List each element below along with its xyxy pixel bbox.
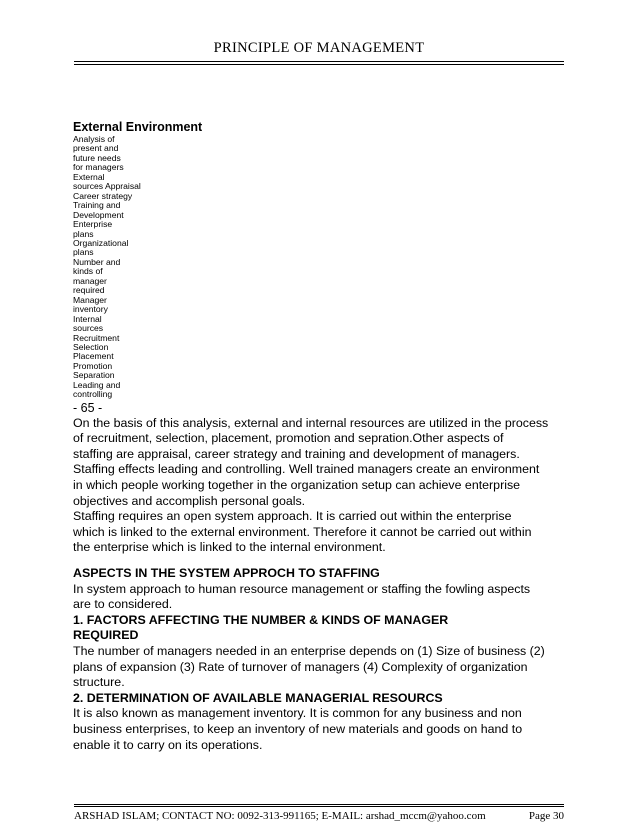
- text-line: It is also known as management inventory. It is common for any business and non: [73, 706, 522, 721]
- footer-page-number: Page 30: [528, 810, 564, 822]
- diagram-label: Recruitment: [73, 332, 120, 343]
- text-line: enable it to carry on its operations.: [73, 737, 263, 752]
- text-line: in which people working together in the organization setup can achieve enterprise: [73, 478, 521, 493]
- body-paragraph-1: [73, 416, 563, 556]
- text-line: objectives and accomplish personal goals.: [73, 493, 306, 508]
- text-line: which is linked to the external environment. Therefore it cannot be carried out within: [73, 524, 532, 539]
- header-rule: [74, 61, 564, 62]
- diagram-label: Separation: [73, 370, 115, 381]
- diagram-label: future needs: [73, 152, 121, 163]
- section-heading-aspects: ASPECTS IN THE SYSTEM APPROCH TO STAFFING: [73, 566, 380, 581]
- page-content: [73, 120, 563, 753]
- diagram-label: sources: [73, 323, 104, 334]
- text-line: In system approach to human resource management or staffing the fowling aspects: [73, 581, 531, 596]
- diagram-label: Training and: [73, 200, 121, 211]
- body-paragraph-3: [73, 644, 563, 691]
- diagram-label: Placement: [73, 351, 114, 362]
- diagram-label: Enterprise: [73, 219, 113, 230]
- diagram-label: Leading and: [73, 379, 121, 390]
- diagram-label: Manager: [73, 294, 107, 305]
- diagram-label: Number and: [73, 256, 121, 267]
- text-line: staffing are appraisal, career strategy and training and development of managers.: [73, 446, 520, 461]
- diagram-label: inventory: [73, 304, 108, 315]
- body-paragraph-2: [73, 582, 563, 613]
- text-line: the enterprise which is linked to the internal environment.: [73, 540, 386, 555]
- external-environment-title: External Environment: [73, 120, 203, 134]
- diagram-label: plans: [73, 247, 94, 258]
- text-line: Staffing effects leading and controlling. Well trained managers create an environment: [73, 462, 540, 477]
- diagram-label: Career strategy: [73, 190, 133, 201]
- external-environment-items: [73, 135, 563, 400]
- text-line: structure.: [73, 675, 125, 690]
- section-heading-factors: [73, 613, 563, 644]
- diagram-label: for managers: [73, 162, 124, 173]
- diagram-label: Analysis of: [73, 134, 115, 144]
- page-marker: - 65 -: [73, 400, 103, 415]
- diagram-label: Internal: [73, 313, 102, 324]
- section-heading-determination: 2. DETERMINATION OF AVAILABLE MANAGERIAL RESOURCS: [73, 690, 443, 705]
- text-line: are to considered.: [73, 597, 173, 612]
- text-line: The number of managers needed in an enterprise depends on (1) Size of business (2): [73, 644, 545, 658]
- diagram-label: External: [73, 171, 105, 182]
- body-paragraph-4: [73, 706, 563, 753]
- diagram-label: kinds of: [73, 266, 103, 277]
- diagram-label: sources Appraisal: [73, 181, 141, 192]
- text-line: of recruitment, selection, placement, promotion and sepration.Other aspects of: [73, 431, 504, 446]
- diagram-label: Promotion: [73, 360, 113, 371]
- diagram-label: plans: [73, 228, 94, 239]
- diagram-label: present and: [73, 143, 119, 154]
- text-line: On the basis of this analysis, external and internal resources are utilized in the process: [73, 415, 549, 430]
- diagram-label: Organizational: [73, 237, 129, 248]
- footer-rule: [74, 804, 564, 805]
- heading-line: REQUIRED: [73, 628, 139, 643]
- page-header-title: PRINCIPLE OF MANAGEMENT: [213, 40, 425, 56]
- text-line: business enterprises, to keep an inventory of new materials and goods on hand to: [73, 721, 523, 736]
- heading-line: 1. FACTORS AFFECTING THE NUMBER & KINDS OF MANAGER: [73, 612, 449, 627]
- footer-contact: ARSHAD ISLAM; CONTACT NO: 0092-313-991165; E-MAIL: arshad_mccm@yahoo.com: [74, 810, 486, 822]
- diagram-label: controlling: [73, 389, 113, 400]
- text-line: Staffing requires an open system approach. It is carried out within the enterprise: [73, 509, 512, 524]
- text-line: plans of expansion (3) Rate of turnover of managers (4) Complexity of organization: [73, 659, 528, 674]
- diagram-label: required: [73, 285, 105, 296]
- diagram-label: Development: [73, 209, 124, 220]
- diagram-label: manager: [73, 275, 107, 286]
- footer-rule-second: [74, 806, 564, 807]
- header-rule-second: [74, 64, 564, 65]
- diagram-label: Selection: [73, 341, 109, 352]
